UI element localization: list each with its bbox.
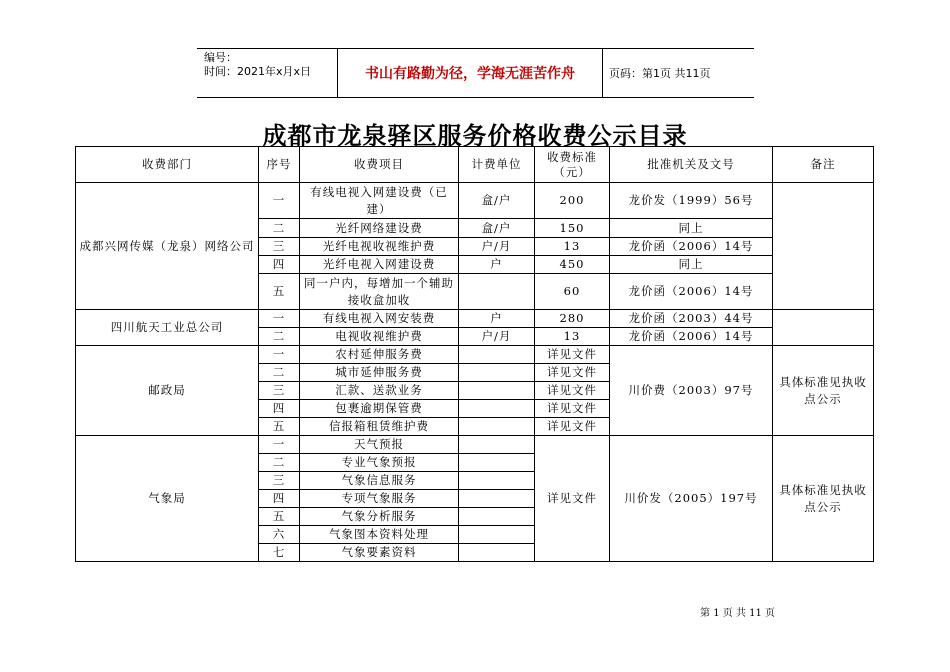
time-label: 时间：2021年x月x日 <box>204 65 312 78</box>
price-cell: 13 <box>535 238 610 256</box>
note-cell: 具体标准见执收点公示 <box>773 436 874 562</box>
unit-cell <box>459 526 535 544</box>
item-cell: 包裹逾期保管费 <box>300 400 459 418</box>
unit-cell <box>459 400 535 418</box>
unit-cell: 户 <box>459 256 535 274</box>
seq-cell: 四 <box>259 256 300 274</box>
table-row <box>76 346 874 364</box>
seq-cell: 三 <box>259 382 300 400</box>
unit-cell <box>459 364 535 382</box>
item-cell: 气象图本资料处理 <box>300 526 459 544</box>
seq-cell: 五 <box>259 508 300 526</box>
column-header: 收费部门 <box>76 147 259 183</box>
item-cell: 气象信息服务 <box>300 472 459 490</box>
price-cell: 60 <box>535 274 610 310</box>
approval-cell: 同上 <box>610 219 773 238</box>
item-cell: 同一户内，每增加一个辅助接收盒加收 <box>300 274 459 310</box>
fee-table <box>75 146 874 562</box>
price-cell: 详见文件 <box>535 382 610 400</box>
dept-cell: 邮政局 <box>76 346 259 436</box>
approval-cell: 川价发（2005）197号 <box>610 436 773 562</box>
item-cell: 信报箱租赁维护费 <box>300 418 459 436</box>
approval-cell: 川价费（2003）97号 <box>610 346 773 436</box>
unit-cell: 盒/户 <box>459 219 535 238</box>
note-cell: 具体标准见执收点公示 <box>773 346 874 436</box>
unit-cell <box>459 454 535 472</box>
unit-cell <box>459 382 535 400</box>
seq-cell: 二 <box>259 364 300 382</box>
seq-cell: 六 <box>259 526 300 544</box>
item-cell: 气象分析服务 <box>300 508 459 526</box>
item-cell: 有线电视入网建设费（已建） <box>300 183 459 219</box>
note-cell <box>773 183 874 310</box>
price-cell: 详见文件 <box>535 418 610 436</box>
item-cell: 气象要素资料 <box>300 544 459 562</box>
item-cell: 有线电视入网安装费 <box>300 310 459 328</box>
dept-cell: 四川航天工业总公司 <box>76 310 259 346</box>
item-cell: 专项气象服务 <box>300 490 459 508</box>
table-row <box>76 183 874 219</box>
approval-cell: 同上 <box>610 256 773 274</box>
unit-cell: 户 <box>459 310 535 328</box>
unit-cell: 户/月 <box>459 238 535 256</box>
seq-cell: 五 <box>259 274 300 310</box>
dept-cell: 气象局 <box>76 436 259 562</box>
price-cell: 详见文件 <box>535 400 610 418</box>
item-cell: 农村延伸服务费 <box>300 346 459 364</box>
document-header <box>197 48 754 98</box>
seq-cell: 四 <box>259 490 300 508</box>
column-header: 批准机关及文号 <box>610 147 773 183</box>
column-header: 备注 <box>773 147 874 183</box>
seq-cell: 一 <box>259 436 300 454</box>
table-row <box>76 436 874 454</box>
item-cell: 光纤网络建设费 <box>300 219 459 238</box>
unit-cell: 盒/户 <box>459 183 535 219</box>
item-cell: 电视收视维护费 <box>300 328 459 346</box>
approval-cell: 龙价函（2003）44号 <box>610 310 773 328</box>
approval-cell: 龙价函（2006）14号 <box>610 238 773 256</box>
price-cell: 详见文件 <box>535 436 610 562</box>
note-cell <box>773 310 874 346</box>
item-cell: 光纤电视入网建设费 <box>300 256 459 274</box>
unit-cell <box>459 490 535 508</box>
column-header: 收费标准（元） <box>535 147 610 183</box>
seq-cell: 二 <box>259 454 300 472</box>
price-cell: 详见文件 <box>535 364 610 382</box>
page-footer: 第 1 页 共 11 页 <box>700 608 775 619</box>
item-cell: 汇款、送款业务 <box>300 382 459 400</box>
unit-cell <box>459 508 535 526</box>
price-cell: 450 <box>535 256 610 274</box>
seq-cell: 二 <box>259 328 300 346</box>
seq-cell: 四 <box>259 400 300 418</box>
approval-cell: 龙价函（2006）14号 <box>610 274 773 310</box>
header-page-label: 页码：第1页 共11页 <box>609 67 711 80</box>
seq-cell: 七 <box>259 544 300 562</box>
unit-cell <box>459 418 535 436</box>
seq-cell: 五 <box>259 418 300 436</box>
column-header: 计费单位 <box>459 147 535 183</box>
seq-cell: 一 <box>259 346 300 364</box>
table-row <box>76 310 874 328</box>
seq-cell: 一 <box>259 310 300 328</box>
unit-cell <box>459 274 535 310</box>
table-header-row <box>76 147 874 183</box>
seq-cell: 三 <box>259 472 300 490</box>
unit-cell <box>459 472 535 490</box>
item-cell: 城市延伸服务费 <box>300 364 459 382</box>
header-meta <box>197 49 338 97</box>
approval-cell: 龙价函（2006）14号 <box>610 328 773 346</box>
item-cell: 专业气象预报 <box>300 454 459 472</box>
unit-cell <box>459 544 535 562</box>
price-cell: 13 <box>535 328 610 346</box>
document-title: 成都市龙泉驿区服务价格收费公示目录 <box>262 121 688 150</box>
seq-cell: 三 <box>259 238 300 256</box>
price-cell: 详见文件 <box>535 346 610 364</box>
unit-cell <box>459 346 535 364</box>
price-cell: 200 <box>535 183 610 219</box>
column-header: 收费项目 <box>300 147 459 183</box>
column-header: 序号 <box>259 147 300 183</box>
price-cell: 150 <box>535 219 610 238</box>
item-cell: 光纤电视收视维护费 <box>300 238 459 256</box>
unit-cell: 户/月 <box>459 328 535 346</box>
header-motto: 书山有路勤为径，学海无涯苦作舟 <box>338 49 603 97</box>
item-cell: 天气预报 <box>300 436 459 454</box>
seq-cell: 一 <box>259 183 300 219</box>
number-label: 编号： <box>204 51 237 64</box>
seq-cell: 二 <box>259 219 300 238</box>
approval-cell: 龙价发（1999）56号 <box>610 183 773 219</box>
price-cell: 280 <box>535 310 610 328</box>
unit-cell <box>459 436 535 454</box>
dept-cell: 成都兴网传媒（龙泉）网络公司 <box>76 183 259 310</box>
